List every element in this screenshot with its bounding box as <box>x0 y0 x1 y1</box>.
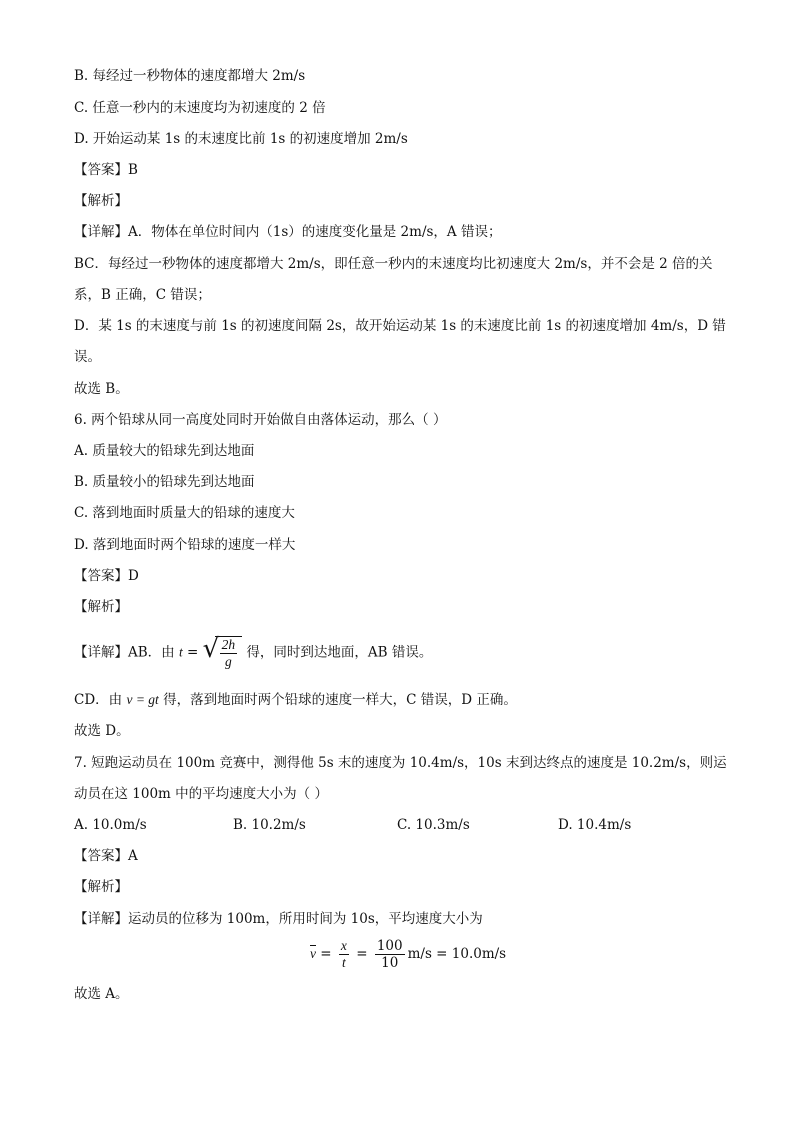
q6-detail-line-2 <box>74 690 517 710</box>
fraction-denominator: g <box>225 654 232 669</box>
formula-v-bar: $\overline{v}$ <box>310 946 316 961</box>
q5-detail-line-4: D．某 1s 的末速度与前 1s 的初速度间隔 2s，故开始运动某 1s 的末速度比前 1s 的初速度增加 4m/s，D 错 <box>74 318 726 334</box>
q6-option-a: A. 质量较大的铅球先到达地面 <box>74 443 255 459</box>
q7-detail-line-1: 【详解】运动员的位移为 100m，所用时间为 10s，平均速度大小为 <box>74 911 483 927</box>
q6-detail2-prefix: CD．由 <box>74 692 123 708</box>
q6-detail-suffix: 得，同时到达地面，AB 错误。 <box>246 644 433 661</box>
q7-option-d: D. 10.4m/s <box>558 817 632 833</box>
q5-answer: 【答案】B <box>74 162 138 178</box>
q6-option-d: D. 落到地面时两个铅球的速度一样大 <box>74 537 296 553</box>
q6-analysis-heading: 【解析】 <box>74 599 128 615</box>
q7-stem-line-1: 7. 短跑运动员在 100m 竞赛中，测得他 5s 末的速度为 10.4m/s，10s 末到达终点的速度是 10.2m/s，则运 <box>74 755 727 771</box>
formula-t: t <box>178 644 183 660</box>
q7-option-a: A. 10.0m/s <box>74 817 147 833</box>
q7-choice: 故选 A。 <box>74 986 129 1002</box>
q5-option-c: C. 任意一秒内的末速度均为初速度的 2 倍 <box>74 100 326 116</box>
radical-icon: √ <box>202 634 220 664</box>
fraction-numerator: 2h <box>221 637 236 652</box>
fraction-numerator-x: x <box>340 938 347 953</box>
q6-answer: 【答案】D <box>74 568 139 584</box>
q6-option-c: C. 落到地面时质量大的铅球的速度大 <box>74 505 295 521</box>
q5-detail-line-3: 系，B 正确，C 错误； <box>74 287 211 303</box>
formula-equals: = <box>182 644 203 661</box>
q6-detail-prefix: 【详解】AB．由 <box>74 644 175 661</box>
q5-option-b: B. 每经过一秒物体的速度都增大 2m/s <box>74 68 306 84</box>
q7-stem-line-2: 动员在这 100m 中的平均速度大小为（ ） <box>74 786 328 802</box>
formula-equals-1: = <box>316 946 336 962</box>
fraction-x-over-t <box>339 938 349 971</box>
q5-choice: 故选 B。 <box>74 381 129 397</box>
formula-result: m/s = 10.0m/s <box>407 946 507 962</box>
q5-detail-line-1: 【详解】A．物体在单位时间内（1s）的速度变化量是 2m/s，A 错误； <box>74 224 502 240</box>
q7-average-velocity-equation <box>310 936 506 972</box>
fraction-denominator-t: t <box>342 955 346 970</box>
sqrt-formula <box>203 636 243 670</box>
q5-analysis-heading: 【解析】 <box>74 193 128 209</box>
fraction-numerator-100: 100 <box>376 938 403 954</box>
q5-detail-line-2: BC．每经过一秒物体的速度都增大 2m/s，即任意一秒内的末速度均比初速度大 2m/s，并不会是 2 倍的关 <box>74 256 713 272</box>
q6-option-b: B. 质量较小的铅球先到达地面 <box>74 474 255 490</box>
q6-choice: 故选 D。 <box>74 723 130 739</box>
q7-answer: 【答案】A <box>74 848 138 864</box>
fraction-2h-over-g <box>220 637 238 670</box>
q6-detail2-suffix: 得，落到地面时两个铅球的速度一样大，C 错误，D 正确。 <box>163 692 517 708</box>
formula-v-gt: v = gt <box>126 692 159 707</box>
fraction-100-over-10 <box>375 938 405 971</box>
formula-equals-2: = <box>351 946 372 962</box>
q6-detail-line-1 <box>74 636 432 670</box>
q7-analysis-heading: 【解析】 <box>74 879 128 895</box>
q7-option-b: B. 10.2m/s <box>233 817 306 833</box>
q5-detail-line-5: 误。 <box>74 349 101 365</box>
q7-option-c: C. 10.3m/s <box>397 817 470 833</box>
fraction-denominator-10: 10 <box>381 955 399 971</box>
q6-stem: 6. 两个铅球从同一高度处同时开始做自由落体运动，那么（ ） <box>74 412 447 428</box>
q5-option-d: D. 开始运动某 1s 的末速度比前 1s 的初速度增加 2m/s <box>74 131 408 147</box>
